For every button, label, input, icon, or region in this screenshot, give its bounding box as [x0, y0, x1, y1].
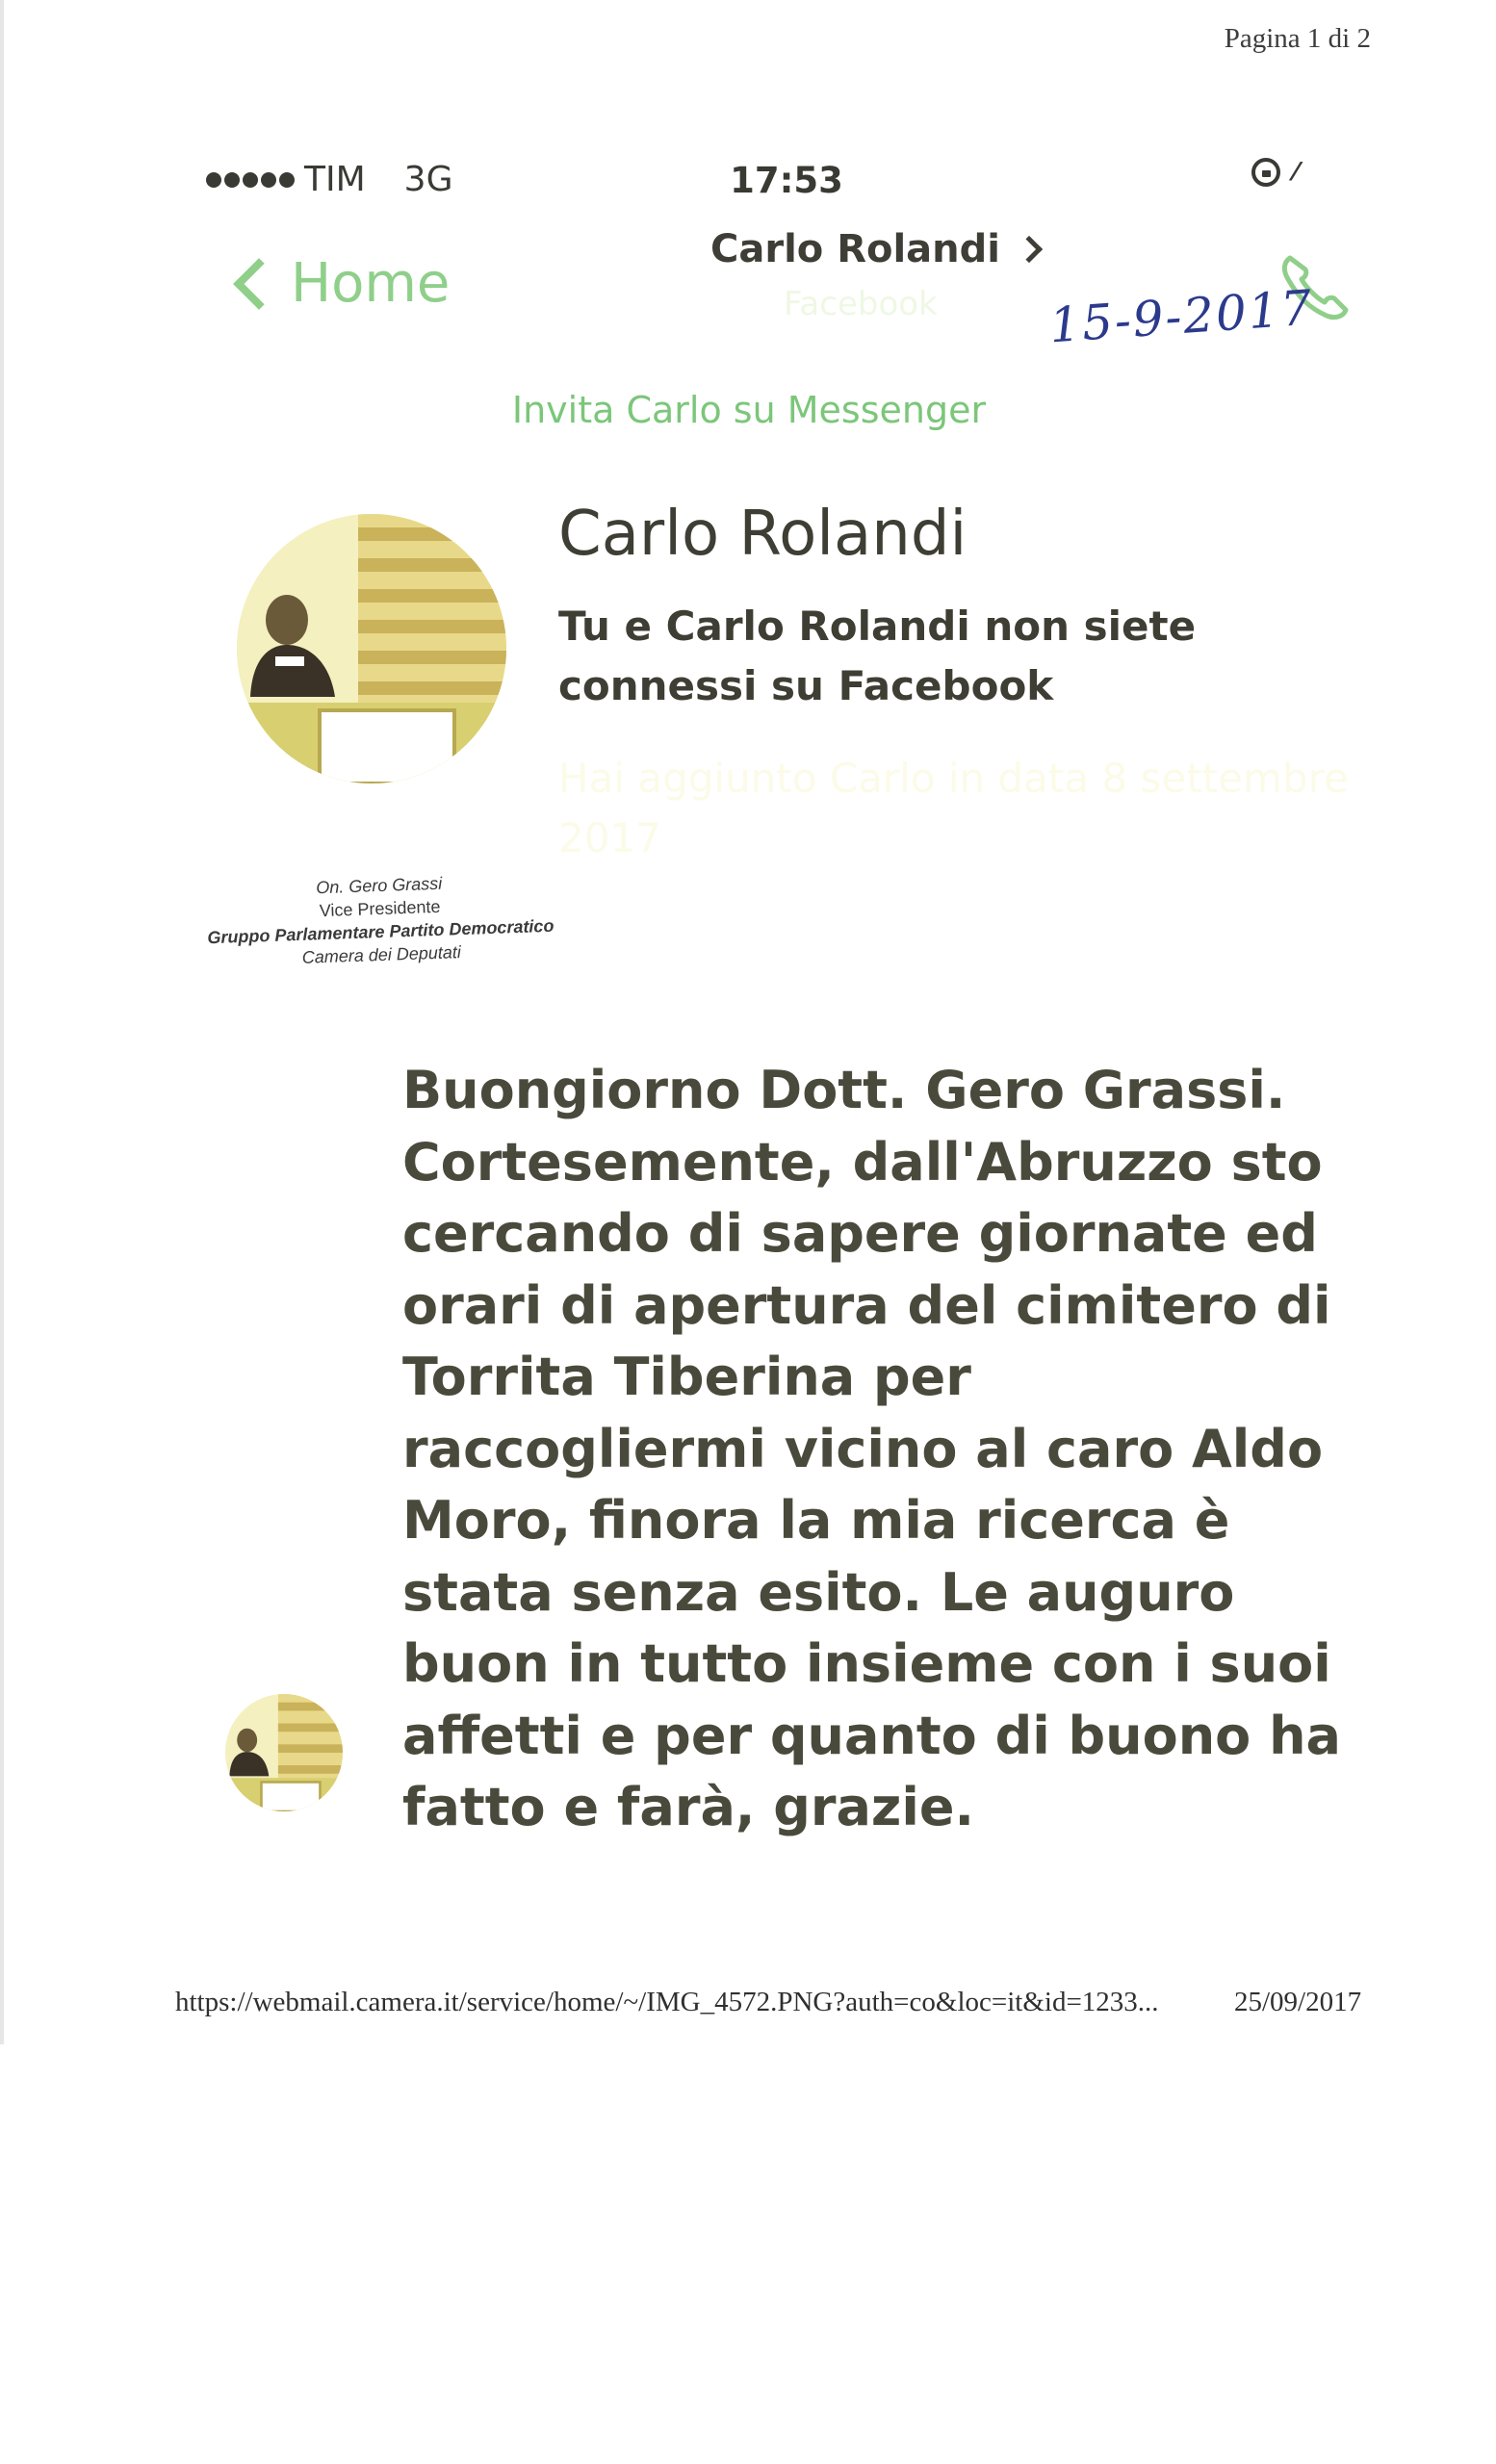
stamp-line-chamber: Camera dei Deputati [301, 942, 462, 967]
battery-icon: ⁄ [1294, 158, 1299, 187]
sender-avatar [225, 1694, 343, 1811]
stamp-line-role: Vice Presidente [319, 896, 441, 921]
avatar [237, 514, 506, 783]
back-button[interactable] [227, 252, 450, 315]
network-type: 3G [403, 160, 453, 199]
official-stamp [152, 866, 607, 974]
stamp-line-group: Gruppo Parlamentare Partito Democratico [207, 915, 555, 948]
status-bar-right [1251, 158, 1298, 187]
print-page-number: Pagina 1 di 2 [1224, 23, 1371, 54]
profile-name: Carlo Rolandi [558, 499, 967, 570]
status-bar-time: 17:53 [730, 160, 843, 201]
back-button-label: Home [291, 252, 451, 315]
chevron-left-icon [233, 258, 285, 310]
rotation-lock-icon [1251, 158, 1280, 187]
print-url: https://webmail.camera.it/service/home/~/IMG_4572.PNG?auth=co&loc=it&id=1233... [175, 1987, 1159, 2017]
profile-added-date: Hai aggiunto Carlo in data 8 settembre 2017 [558, 755, 1349, 861]
scan-edge [0, 0, 4, 2044]
handwritten-date: 15-9-2017 [1047, 279, 1316, 354]
sender-photo [225, 1694, 343, 1811]
stamp-line-name: On. Gero Grassi [315, 873, 443, 898]
profile-connection-status: Tu e Carlo Rolandi non siete connessi su Facebook [558, 603, 1197, 709]
profile-photo [237, 514, 506, 783]
chevron-right-icon [1016, 236, 1043, 263]
conversation-title-label: Carlo Rolandi [710, 227, 1000, 271]
conversation-subtitle: Facebook [784, 285, 938, 323]
invite-messenger-link[interactable]: Invita Carlo su Messenger [511, 389, 987, 431]
carrier-name: TIM [304, 160, 366, 199]
print-date: 25/09/2017 [1234, 1987, 1362, 2017]
conversation-title[interactable] [710, 227, 1039, 271]
message-bubble-text: Buongiorno Dott. Gero Grassi. Cortesemente, dall'Abruzzo sto cercando di sapere giornate ed orari di apertura del cimitero di Torrita Tiberina per raccogliermi vicino al caro Aldo Moro, finora la mia ricerca è stata senza esito. Le auguro buon in tutto insieme con i suoi affetti e per quanto di buono ha fatto e farà, grazie. [402, 1060, 1341, 1837]
